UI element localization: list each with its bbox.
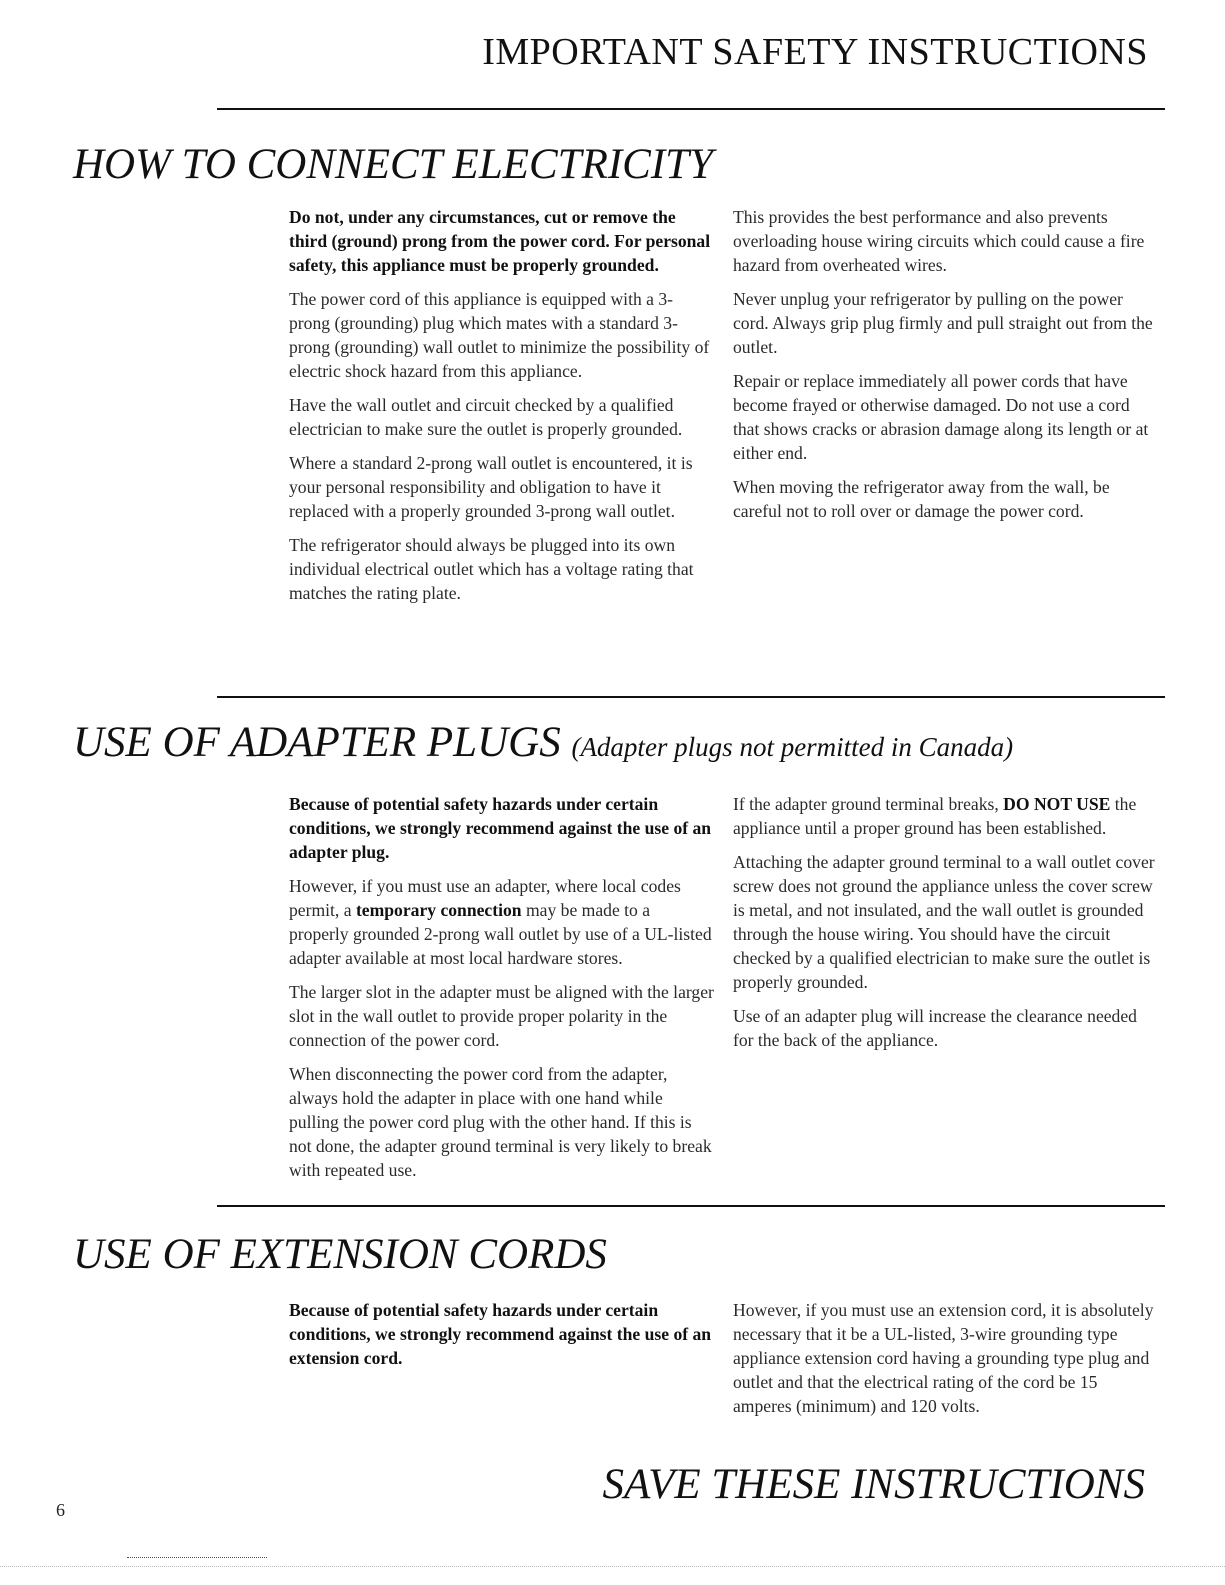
paragraph: The larger slot in the adapter must be aligned with the larger slot in the wall outlet to provide proper polarity in the connection of the power cord.: [289, 982, 714, 1050]
text: If the adapter ground terminal breaks,: [733, 794, 1004, 814]
scan-artifact-line: [127, 1557, 267, 1559]
adapter-right-column: [733, 792, 1158, 1062]
paragraph: The power cord of this appliance is equipped with a 3-prong (grounding) plug which mates with a standard 3-prong (grounding) wall outlet to minimize the possibility of electric shock hazard from this appliance.: [289, 289, 710, 381]
adapter-left-column: [289, 792, 714, 1192]
scan-artifact-dots: [0, 1566, 1225, 1568]
paragraph: Never unplug your refrigerator by pulling on the power cord. Always grip plug firmly and pull straight out from the outlet.: [733, 289, 1153, 357]
header-rule: [217, 108, 1165, 110]
text: the appliance until a proper ground has been established.: [733, 794, 1137, 838]
electricity-left-column: [289, 205, 714, 615]
temporary-connection-emphasis: temporary connection: [355, 900, 522, 920]
extension-right-column: [733, 1298, 1158, 1428]
section-title-adapter: [73, 718, 1013, 767]
electricity-warning: Do not, under any circumstances, cut or remove the third (ground) prong from the power cord. For personal safety, this appliance must be properly grounded.: [289, 207, 711, 275]
section-title-electricity: HOW TO CONNECT ELECTRICITY: [73, 141, 714, 188]
paragraph: Where a standard 2-prong wall outlet is encountered, it is your personal responsibility and obligation to have it replaced with a properly grounded 3-prong wall outlet.: [289, 453, 693, 521]
section-rule: [217, 696, 1165, 698]
paragraph: Repair or replace immediately all power cords that have become frayed or otherwise damaged. Do not use a cord that shows cracks or abrasion damage along its length or at either end.: [733, 371, 1149, 463]
paragraph: [289, 874, 714, 970]
adapter-warning: Because of potential safety hazards under certain conditions, we strongly recommend against the use of an adapter plug.: [289, 794, 712, 862]
paragraph: When moving the refrigerator away from the wall, be careful not to roll over or damage the power cord.: [733, 477, 1110, 521]
electricity-right-column: [733, 205, 1158, 533]
paragraph: When disconnecting the power cord from the adapter, always hold the adapter in place with one hand while pulling the power cord plug with the other hand. If this is not done, the adapter ground terminal is very likely to break with repeated use.: [289, 1064, 712, 1180]
text: may be made to a properly grounded 2-prong wall outlet by use of a UL-listed adapter available at most local hardware stores.: [289, 900, 712, 968]
paragraph: This provides the best performance and also prevents overloading house wiring circuits which could cause a fire hazard from overheated wires.: [733, 207, 1145, 275]
page-number: 6: [56, 1500, 65, 1520]
footer-title: SAVE THESE INSTRUCTIONS: [602, 1461, 1145, 1508]
paragraph: Attaching the adapter ground terminal to a wall outlet cover screw does not ground the appliance unless the cover screw is metal, and not insulated, and the wall outlet is grounded through the house wiring. You should have the circuit checked by a qualified electrician to make sure the outlet is properly grounded.: [733, 852, 1155, 992]
paragraph: Have the wall outlet and circuit checked by a qualified electrician to make sure the outlet is properly grounded.: [289, 395, 683, 439]
extension-warning: Because of potential safety hazards under certain conditions, we strongly recommend against the use of an extension cord.: [289, 1300, 712, 1368]
paragraph: However, if you must use an extension cord, it is absolutely necessary that it be a UL-listed, 3-wire grounding type appliance extension cord having a grounding type plug and outlet and that the electrical rating of the cord be 15 amperes (minimum) and 120 volts.: [733, 1300, 1154, 1416]
do-not-use-emphasis: DO NOT USE: [1003, 794, 1111, 814]
paragraph: [733, 792, 1158, 840]
page-header: IMPORTANT SAFETY INSTRUCTIONS: [482, 31, 1148, 73]
adapter-note: (Adapter plugs not permitted in Canada): [571, 732, 1014, 762]
extension-left-column: [289, 1298, 714, 1380]
section-title-extension: USE OF EXTENSION CORDS: [73, 1231, 607, 1278]
paragraph: The refrigerator should always be plugged into its own individual electrical outlet which has a voltage rating that matches the rating plate.: [289, 535, 694, 603]
adapter-title: USE OF ADAPTER PLUGS: [73, 719, 561, 766]
paragraph: Use of an adapter plug will increase the clearance needed for the back of the appliance.: [733, 1006, 1137, 1050]
section-rule: [217, 1205, 1165, 1207]
text: However, if you must use an adapter, where local codes permit, a: [289, 876, 681, 920]
